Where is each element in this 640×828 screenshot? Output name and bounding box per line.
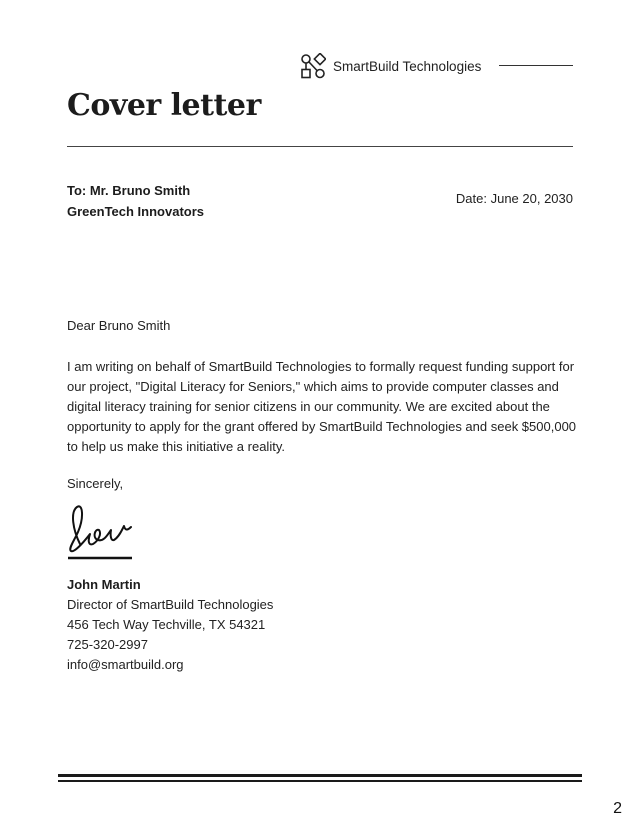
page-title: Cover letter	[67, 88, 261, 123]
shapes-logo-icon	[300, 53, 326, 79]
header-divider	[499, 65, 573, 66]
letter-body: I am writing on behalf of SmartBuild Technologies to formally request funding support for our project, "Digital Literacy for Seniors," which aims to provide computer classes and digital literacy training for senior citizens in our community. We are excited about the opportunity to apply for the grant offered by SmartBuild Technologies and seek $500,000 to help us make this initiative a reality.	[67, 359, 577, 454]
sender-email: info@smartbuild.org	[67, 657, 184, 672]
company-brand	[300, 53, 481, 79]
sender-address: 456 Tech Way Techville, TX 54321	[67, 617, 266, 632]
letter-date: Date: June 20, 2030	[455, 191, 573, 206]
sender-block	[67, 575, 273, 675]
title-divider	[67, 146, 573, 147]
salutation: Dear Bruno Smith	[67, 318, 171, 333]
footer-divider-thick	[58, 774, 582, 777]
recipient-organization: GreenTech Innovators	[67, 203, 205, 219]
sender-name: John Martin	[67, 577, 141, 592]
sender-phone: 725-320-2997	[67, 637, 148, 652]
recipient-block	[67, 181, 204, 222]
handwritten-signature	[64, 500, 136, 562]
page-number: 2	[613, 800, 622, 817]
closing: Sincerely,	[67, 476, 124, 491]
sender-title: Director of SmartBuild Technologies	[67, 597, 274, 612]
footer-divider-thin	[58, 780, 582, 782]
company-name: SmartBuild Technologies	[333, 58, 482, 74]
recipient-to: To: Mr. Bruno Smith	[67, 183, 191, 198]
